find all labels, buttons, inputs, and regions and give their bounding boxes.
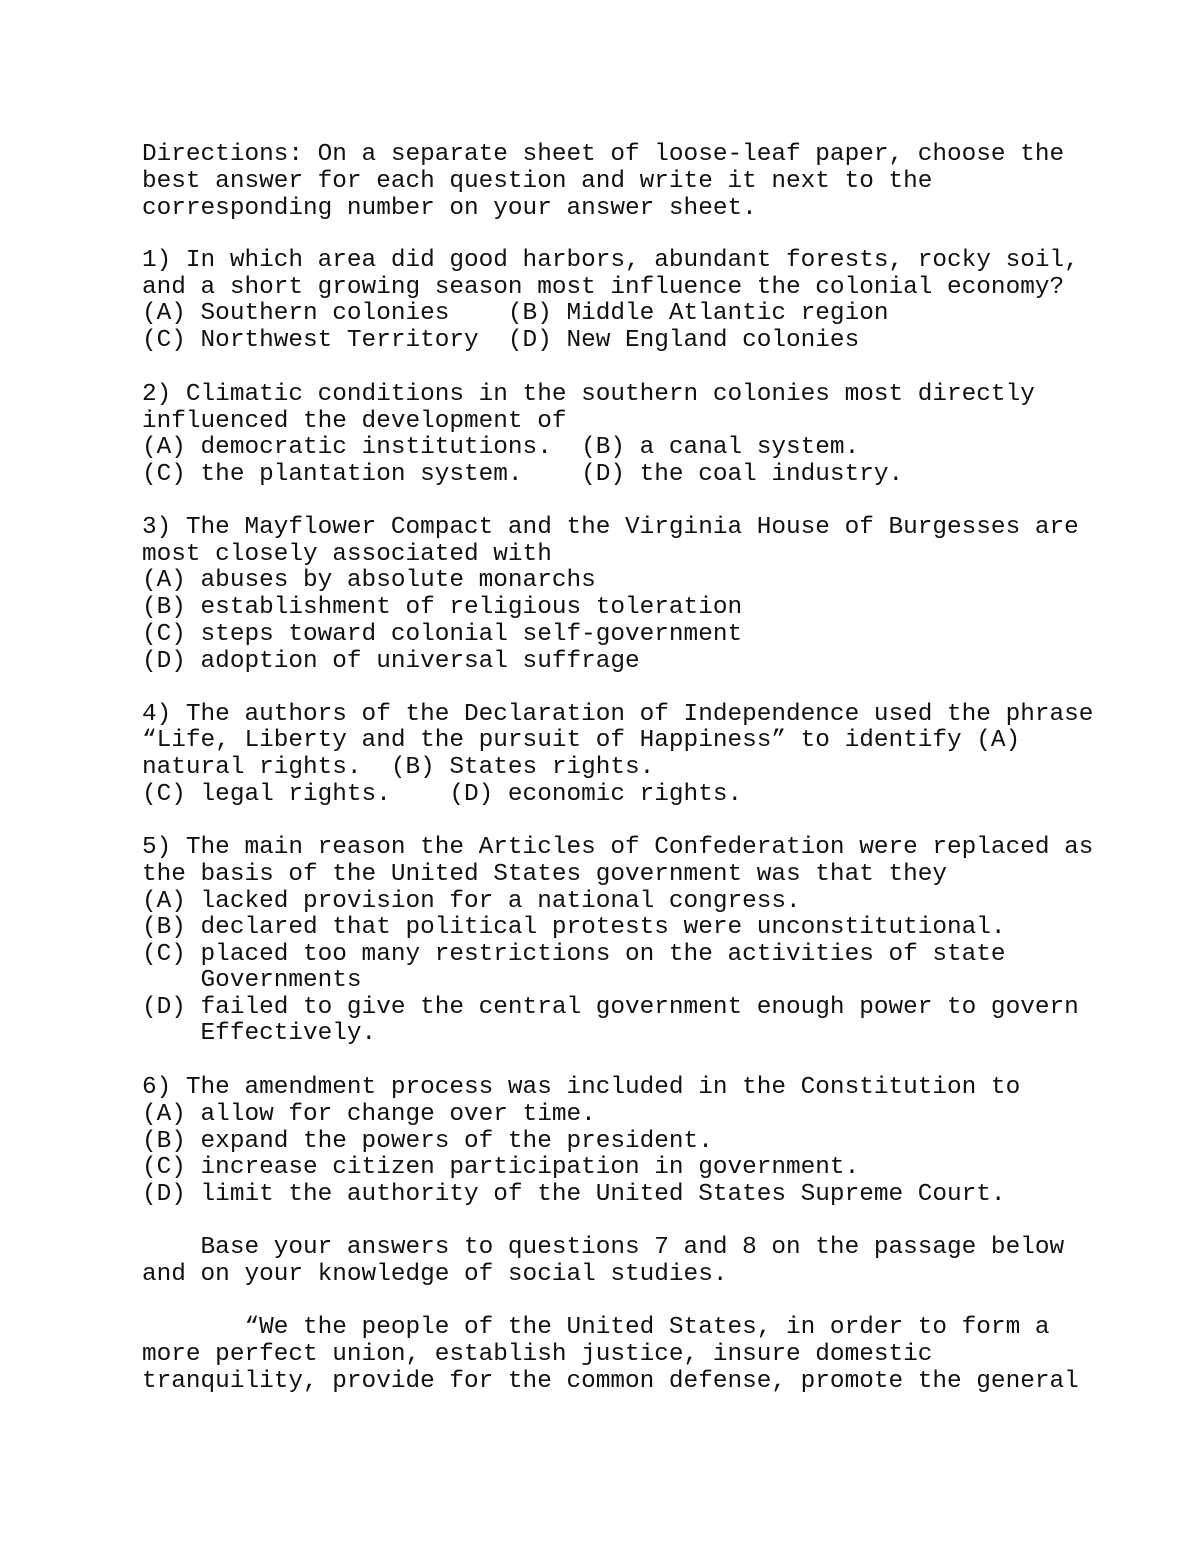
question-5-stem: 5) The main reason the Articles of Confederation were replaced as [142,834,1094,861]
question-2-stem: 2) Climatic conditions in the southern colonies most directly [142,381,1035,408]
question-6-choice: (B) expand the powers of the president. [142,1128,713,1155]
question-5-stem: the basis of the United States government was that they [142,861,948,888]
passage-instructions: Base your answers to questions 7 and 8 on the passage below [142,1234,1065,1261]
question-2-choices: (A) democratic institutions. (B) a canal system. [142,434,860,461]
passage-line: “We the people of the United States, in order to form a [142,1314,1050,1341]
question-1-choices: (A) Southern colonies (B) Middle Atlantic region [142,300,889,327]
question-3-choice: (B) establishment of religious toleration [142,594,743,621]
question-1-stem: 1) In which area did good harbors, abundant forests, rocky soil, [142,247,1079,274]
question-4-stem: “Life, Liberty and the pursuit of Happiness” to identify (A) [142,727,1021,754]
question-1-stem: and a short growing season most influence the colonial economy? [142,274,1065,301]
question-4-choices: (C) legal rights. (D) economic rights. [142,781,743,808]
question-5-choice: Effectively. [142,1020,377,1047]
question-3-choice: (C) steps toward colonial self-government [142,621,743,648]
passage-instructions: and on your knowledge of social studies. [142,1261,728,1288]
question-5-choice: (C) placed too many restrictions on the activities of state [142,941,1006,968]
directions-line: corresponding number on your answer sheet. [142,195,757,222]
passage-line: tranquility, provide for the common defense, promote the general [142,1368,1079,1395]
question-4-choices: natural rights. (B) States rights. [142,754,655,781]
question-2-choices: (C) the plantation system. (D) the coal industry. [142,461,904,488]
question-6-stem: 6) The amendment process was included in the Constitution to [142,1074,1021,1101]
question-6-choice: (D) limit the authority of the United States Supreme Court. [142,1181,1006,1208]
question-3-stem: 3) The Mayflower Compact and the Virginia House of Burgesses are [142,514,1079,541]
question-6-choice: (C) increase citizen participation in government. [142,1154,860,1181]
question-6-choice: (A) allow for change over time. [142,1101,596,1128]
question-3-stem: most closely associated with [142,541,552,568]
question-3-choice: (A) abuses by absolute monarchs [142,567,596,594]
question-5-choice: (D) failed to give the central government enough power to govern [142,994,1079,1021]
directions-line: Directions: On a separate sheet of loose-leaf paper, choose the [142,141,1065,168]
question-4-stem: 4) The authors of the Declaration of Independence used the phrase [142,701,1094,728]
question-1-choices: (C) Northwest Territory (D) New England colonies [142,327,860,354]
question-5-choice: Governments [142,967,362,994]
question-2-stem: influenced the development of [142,408,567,435]
directions-line: best answer for each question and write it next to the [142,168,933,195]
passage-line: more perfect union, establish justice, insure domestic [142,1341,933,1368]
question-3-choice: (D) adoption of universal suffrage [142,648,640,675]
question-5-choice: (A) lacked provision for a national congress. [142,888,801,915]
question-5-choice: (B) declared that political protests were unconstitutional. [142,914,1006,941]
